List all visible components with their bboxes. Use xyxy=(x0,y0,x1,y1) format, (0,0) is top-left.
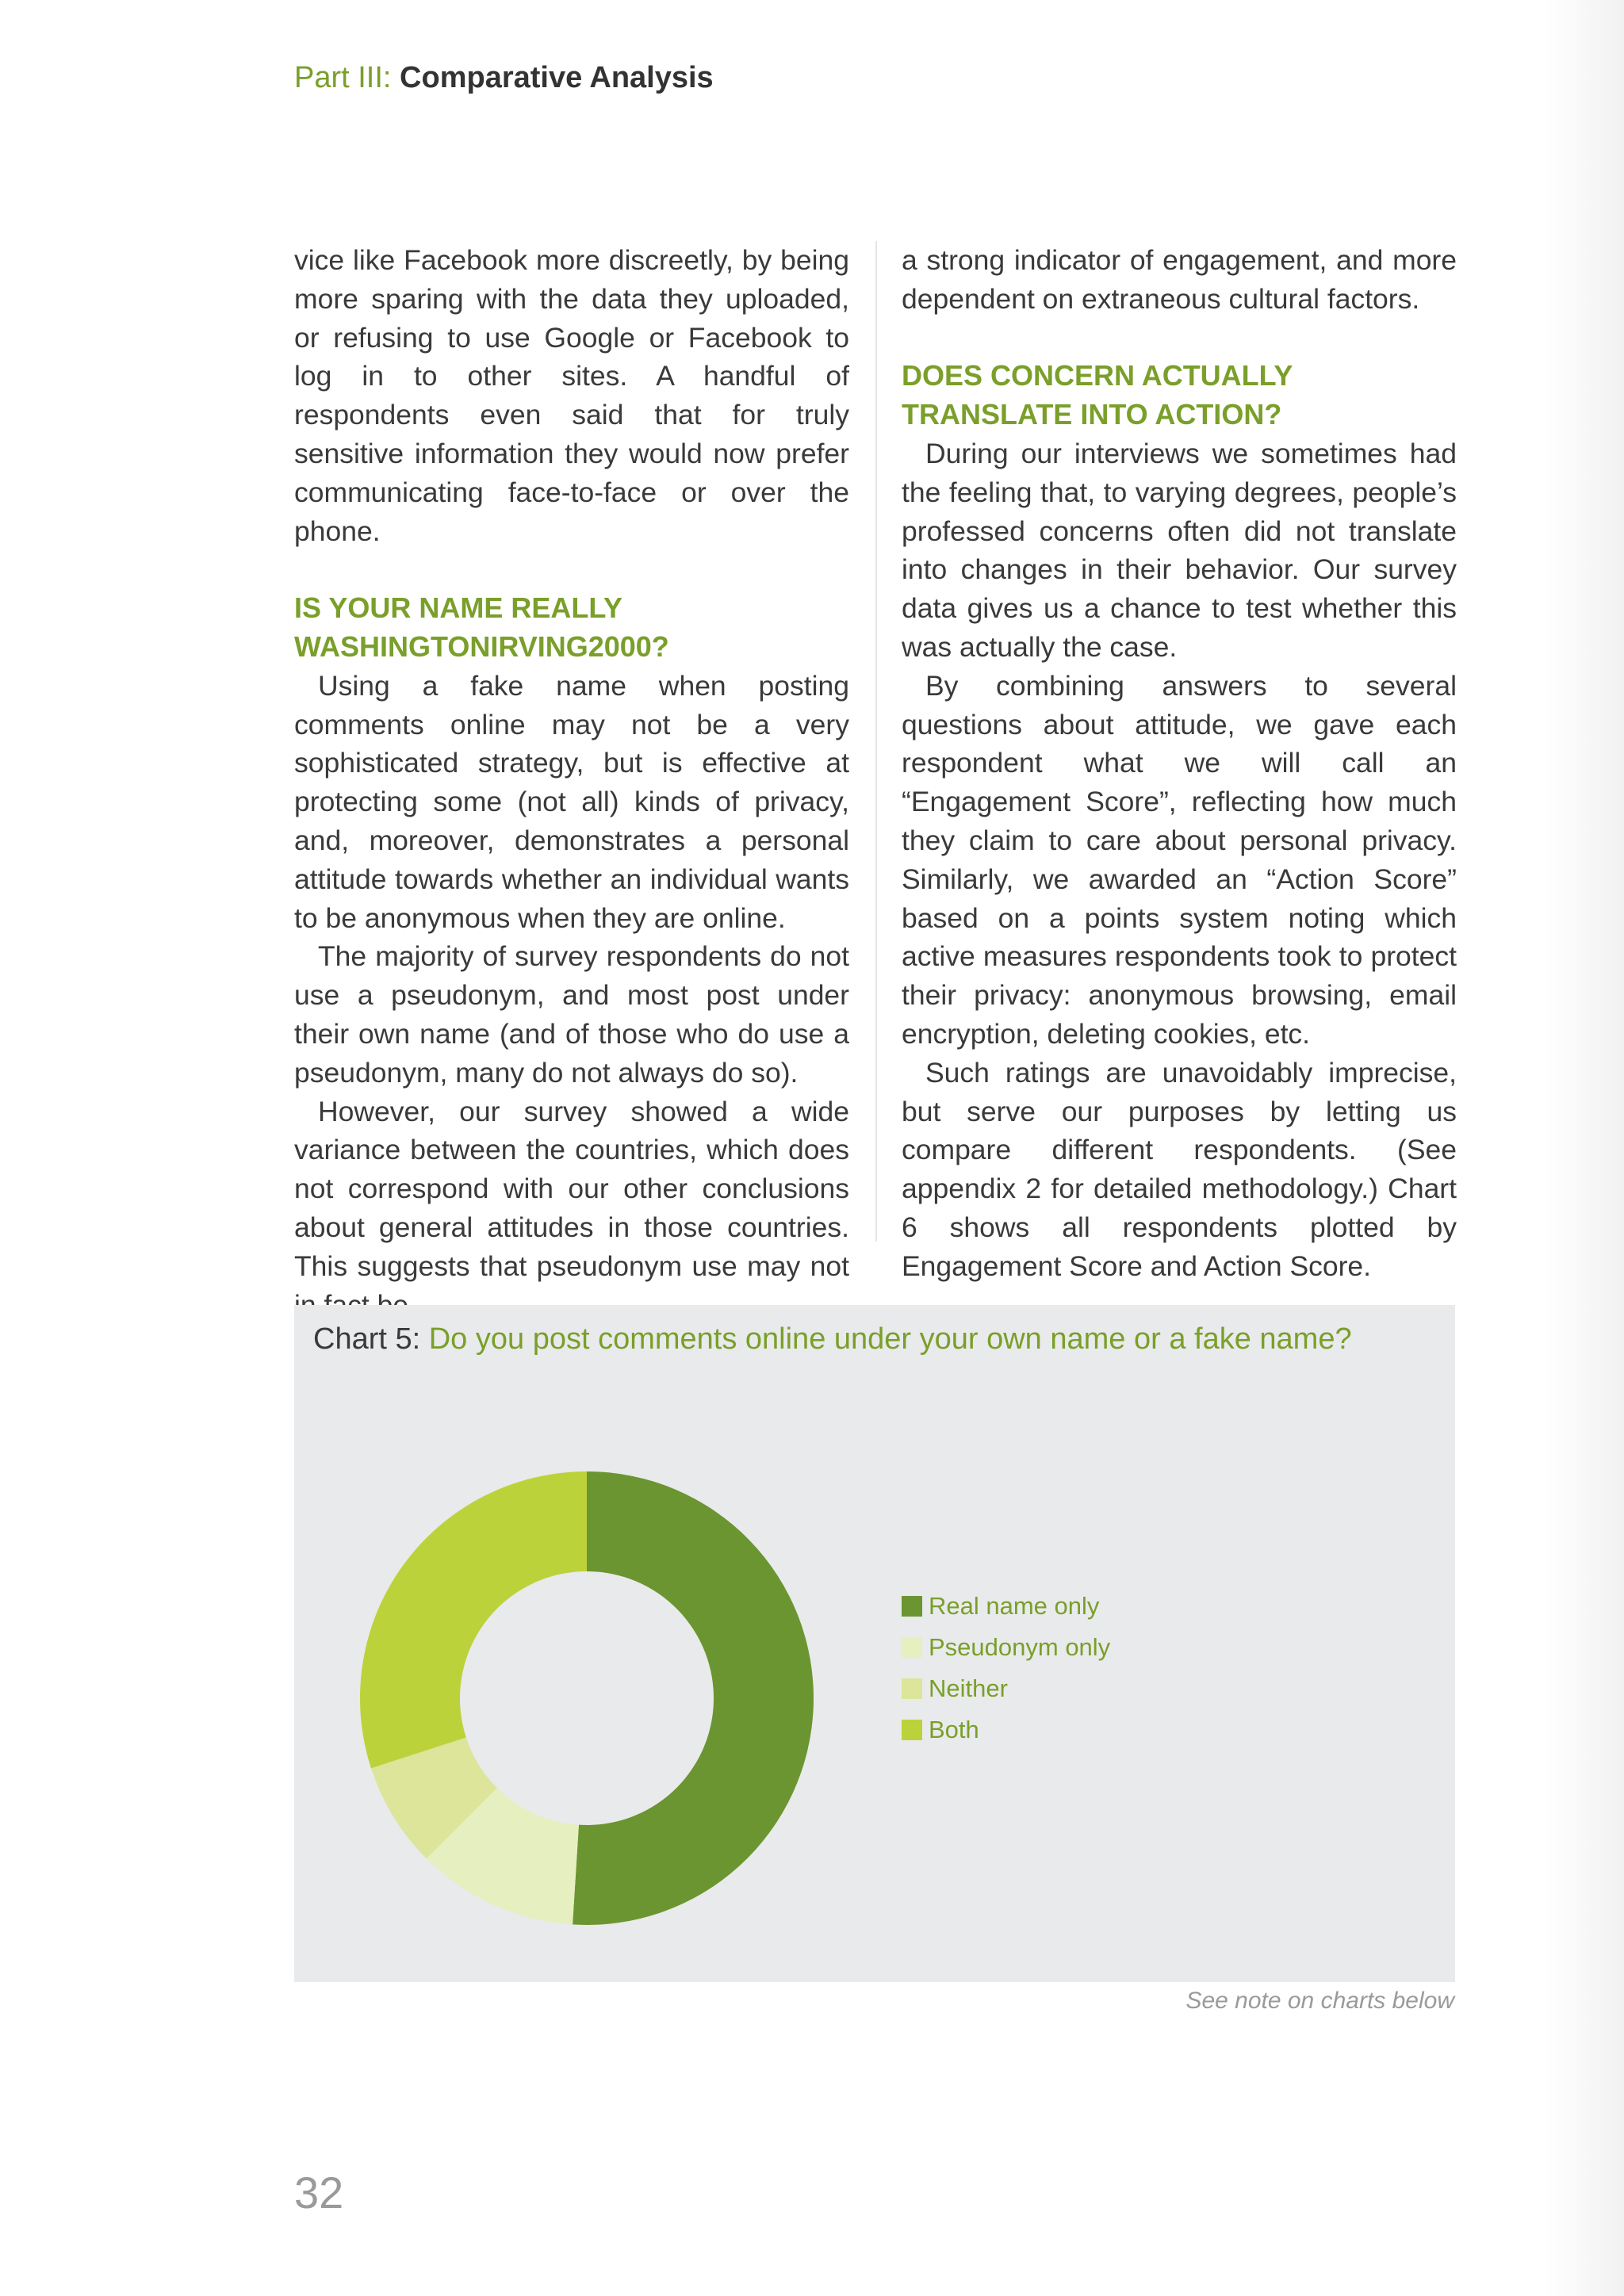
paragraph: Such ratings are unavoidably imprecise, but serve our purposes by letting us compare different respondents. (See appendix 2 for detailed methodology.) Chart 6 shows all respondents plotted by Engagement Score and Action Score. xyxy=(902,1056,1457,1282)
donut-slice-both xyxy=(360,1471,587,1768)
paragraph: However, our survey showed a wide variance between the countries, which does not correspond with our other conclusions about general attitudes in those countries. This suggests that pseudonym use may not xyxy=(294,1095,849,1282)
chart-title-prefix: Chart 5: xyxy=(313,1322,429,1356)
paragraph: By combining answers to several questions about attitude, we gave each respondent what we will call an “Engagement Score”, reflecting how much they claim to care about personal privacy. Similarly, we awarded an “Action Score” based on a points system noting which active measures respondents took to protect their privacy: anonymous browsing, email encryption, deleting cookies, etc. xyxy=(902,669,1457,1050)
chart-legend xyxy=(902,1586,1110,1751)
paragraph: vice like Facebook more discreetly, by being more sparing with the data they uploaded, or refusing to use Google or Facebook to log in to other sites. A handful of respondents even said that for truly sensitive information they would now prefer communicating face-to-face or over the phone. xyxy=(294,244,849,547)
header-section: Comparative Analysis xyxy=(400,61,714,94)
column-divider xyxy=(875,241,877,1242)
section-heading: DOES CONCERN ACTUALLY TRANSLATE INTO ACTION? xyxy=(902,359,1293,431)
paragraph: Using a fake name when posting comments online may not be a very sophisticated strategy, but is effective at protecting some (not all) kinds of privacy, and, moreover, demonstrates a personal attitude towards whether an individual wants to be anonymous when they are online. xyxy=(294,669,849,934)
legend-swatch xyxy=(902,1637,922,1658)
running-header xyxy=(294,57,714,98)
legend-item xyxy=(902,1627,1110,1668)
right-text-column xyxy=(902,241,1457,1286)
legend-item xyxy=(902,1709,1110,1751)
paragraph: The majority of survey respondents do not use a pseudonym, and most post under their own name (and of those who do use a pseudonym, many do not always do so). xyxy=(294,940,849,1089)
donut-slice-real-name-only xyxy=(573,1471,814,1925)
donut-chart xyxy=(294,1305,1455,1982)
legend-item xyxy=(902,1586,1110,1627)
paragraph: a strong indicator of engagement, and more dependent on extraneous cultural factors. xyxy=(902,244,1457,315)
page-number: 32 xyxy=(294,2168,344,2218)
section-heading: IS YOUR NAME REALLY WASHINGTONIRVING2000? xyxy=(294,591,669,663)
page-edge-shadow xyxy=(1545,0,1624,2296)
chart-question: Do you post comments online under your own name or a fake name? xyxy=(428,1322,1352,1356)
chart-panel xyxy=(294,1305,1455,1982)
left-text-column xyxy=(294,241,849,1324)
legend-swatch xyxy=(902,1720,922,1740)
legend-swatch xyxy=(902,1678,922,1699)
legend-label: Real name only xyxy=(929,1592,1100,1620)
legend-label: Both xyxy=(929,1716,979,1743)
legend-label: Pseudonym only xyxy=(929,1633,1111,1661)
legend-swatch xyxy=(902,1596,922,1617)
paragraph: During our interviews we sometimes had the feeling that, to varying degrees, people’s professed concerns often did not translate into changes in their behavior. Our survey data gives us a chance to test whether this was actually the case. xyxy=(902,437,1457,663)
legend-label: Neither xyxy=(929,1674,1008,1702)
header-part: Part III: xyxy=(294,61,400,94)
legend-item xyxy=(902,1668,1110,1709)
chart-note: See note on charts below xyxy=(1185,1988,1454,2014)
